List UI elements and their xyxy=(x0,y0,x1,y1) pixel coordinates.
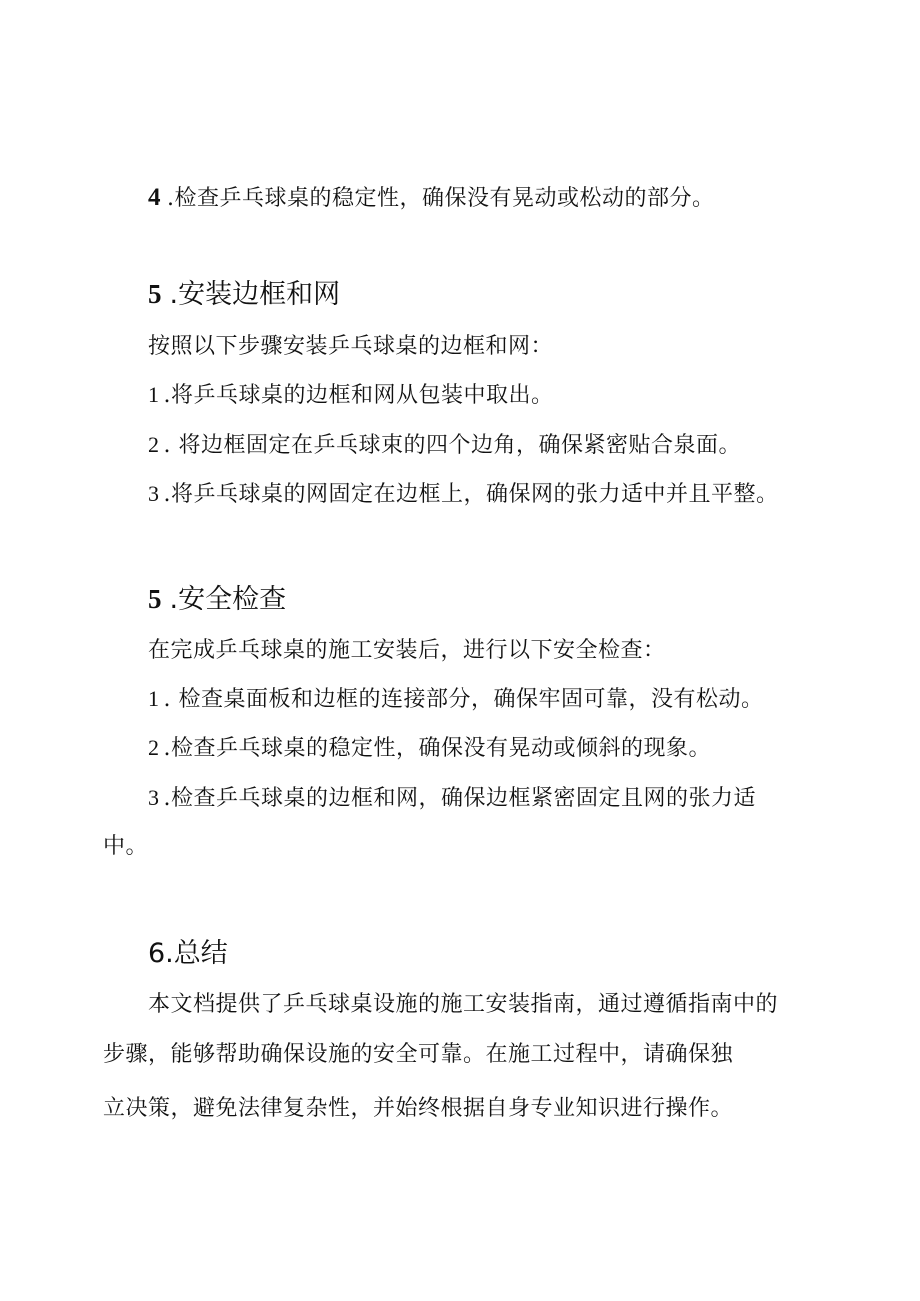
list-item xyxy=(148,380,554,411)
section-heading-safety xyxy=(148,582,286,617)
list-number: 2 xyxy=(148,432,160,457)
list-text: . 将边框固定在乒乓球束的四个边角，确保紧密贴合泉面。 xyxy=(163,433,741,458)
section-heading-frame xyxy=(148,277,340,312)
list-item-continuation: 中。 xyxy=(103,834,149,859)
list-text: .将乒乓球桌的网固定在边框上，确保网的张力适中并且平整。 xyxy=(163,482,779,507)
list-text: .检查乒乓球桌的稳定性，确保没有晃动或松动的部分。 xyxy=(167,186,715,211)
section-heading-summary: 6.总结 xyxy=(148,938,228,969)
section-intro: 按照以下步骤安装乒乓球桌的边框和网： xyxy=(148,334,554,359)
heading-title: .安全检查 xyxy=(169,584,287,615)
list-number: 4 xyxy=(148,184,161,211)
list-item xyxy=(148,783,756,814)
list-text: . 检查桌面板和边框的连接部分，确保牢固可靠，没有松动。 xyxy=(163,687,764,712)
list-item xyxy=(148,430,741,461)
list-number: 3 xyxy=(148,785,160,810)
list-number: 1 xyxy=(148,686,160,711)
list-number: 2 xyxy=(148,735,160,760)
summary-line-1: 本文档提供了乒乓球桌设施的施工安装指南，通过遵循指南中的 xyxy=(148,992,779,1017)
summary-line-3: 立决策，避免法律复杂性，并始终根据自身专业知识进行操作。 xyxy=(103,1096,734,1121)
section-intro: 在完成乒乓球桌的施工安装后，进行以下安全检查： xyxy=(148,638,666,663)
list-text: .检查乒乓球桌的边框和网，确保边框紧密固定且网的张力适 xyxy=(163,786,756,811)
list-item-4 xyxy=(148,183,715,214)
list-number: 3 xyxy=(148,481,160,506)
list-text: .检查乒乓球桌的稳定性，确保没有晃动或倾斜的现象。 xyxy=(163,736,711,761)
list-text: .将乒乓球桌的边框和网从包装中取出。 xyxy=(163,383,554,408)
heading-title: .安装边框和网 xyxy=(169,279,341,310)
list-number: 1 xyxy=(148,382,160,407)
list-item xyxy=(148,684,764,715)
summary-line-2: 步骤，能够帮助确保设施的安全可靠。在施工过程中，请确保独 xyxy=(103,1042,734,1067)
list-item xyxy=(148,479,779,510)
heading-number: 5 xyxy=(148,584,162,614)
list-item xyxy=(148,733,711,764)
heading-number: 5 xyxy=(148,279,162,309)
